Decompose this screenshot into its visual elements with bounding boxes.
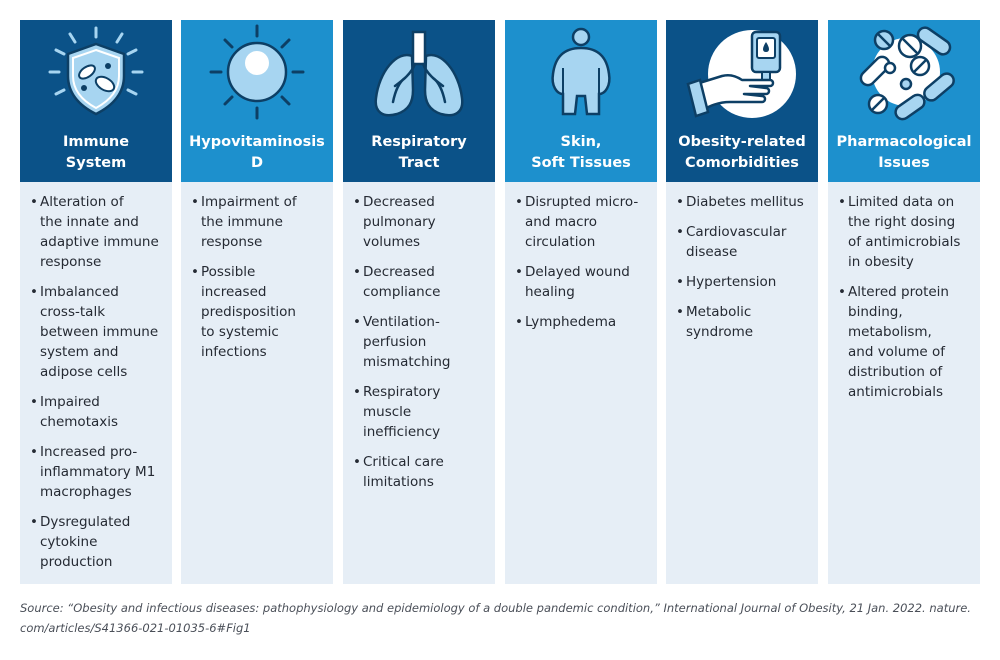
lungs-icon [343,20,495,130]
list-item: • Limited data on the right dosing of antimicrobials in obesity [838,192,974,272]
column-header [666,20,818,182]
list-item: • Alteration of the innate and adaptive immune response [30,192,166,272]
list-item: • Dysregulated cytokine production [30,512,166,572]
list-item: • Possible increased predisposition to systemic infections [191,262,327,362]
source-citation: Source: “Obesity and infectious diseases: pathophysiology and epidemiology of a double pandemic condition,” International Journal of Obesity, 21 Jan. 2022. nature. com/articles/S41366-021-01035-6#Fig1 [20,601,971,635]
bullet-list [20,182,172,572]
column-body [343,182,495,584]
column-title: Respiratory Tract [371,134,467,171]
bullet-list [505,182,657,332]
list-item: • Disrupted micro- and macro circulation [515,192,651,252]
column-title: Immune System [62,134,130,171]
column-header [181,20,333,182]
list-item: • Decreased pulmonary volumes [353,192,489,252]
pills-icon [828,20,980,130]
shield-virus-icon [20,20,172,130]
bullet-list [666,182,818,342]
list-item: • Lymphedema [515,312,651,332]
list-item: • Impaired chemotaxis [30,392,166,432]
column-header [828,20,980,182]
list-item: • Diabetes mellitus [676,192,812,212]
list-item: • Respiratory muscle inefficiency [353,382,489,442]
list-item: • Imbalanced cross-talk between immune system and adipose cells [30,282,166,382]
list-item: • Altered protein binding, metabolism, and volume of distribution of antimicrobials [838,282,974,402]
column-hypovitaminosis-d [181,20,333,584]
list-item: • Impairment of the immune response [191,192,327,252]
column-body [666,182,818,584]
column-title: Obesity-related Comorbidities [678,134,806,171]
list-item: • Hypertension [676,272,812,292]
column-obesity-comorbidities [666,20,818,584]
column-respiratory-tract [343,20,495,584]
column-header [343,20,495,182]
sun-icon [181,20,333,130]
column-pharmacological-issues [828,20,980,584]
list-item: • Decreased compliance [353,262,489,302]
column-title: Hypovitaminosis D [189,134,325,171]
column-immune-system [20,20,172,584]
column-body [828,182,980,584]
column-body [181,182,333,584]
list-item: • Critical care limitations [353,452,489,492]
list-item: • Delayed wound healing [515,262,651,302]
column-body [20,182,172,584]
column-header [505,20,657,182]
glucose-meter-icon [666,20,818,130]
list-item: • Metabolic syndrome [676,302,812,342]
bullet-list [181,182,333,362]
column-skin-soft-tissues [505,20,657,584]
column-title: Skin, Soft Tissues [531,134,631,171]
bullet-list [343,182,495,492]
body-icon [505,20,657,130]
column-body [505,182,657,584]
overview-grid [20,20,980,584]
bullet-list [828,182,980,402]
list-item: • Ventilation- perfusion mismatching [353,312,489,372]
column-header [20,20,172,182]
list-item: • Increased pro- inflammatory M1 macrophages [30,442,166,502]
column-title: Pharmacological Issues [836,134,972,171]
list-item: • Cardiovascular disease [676,222,812,262]
